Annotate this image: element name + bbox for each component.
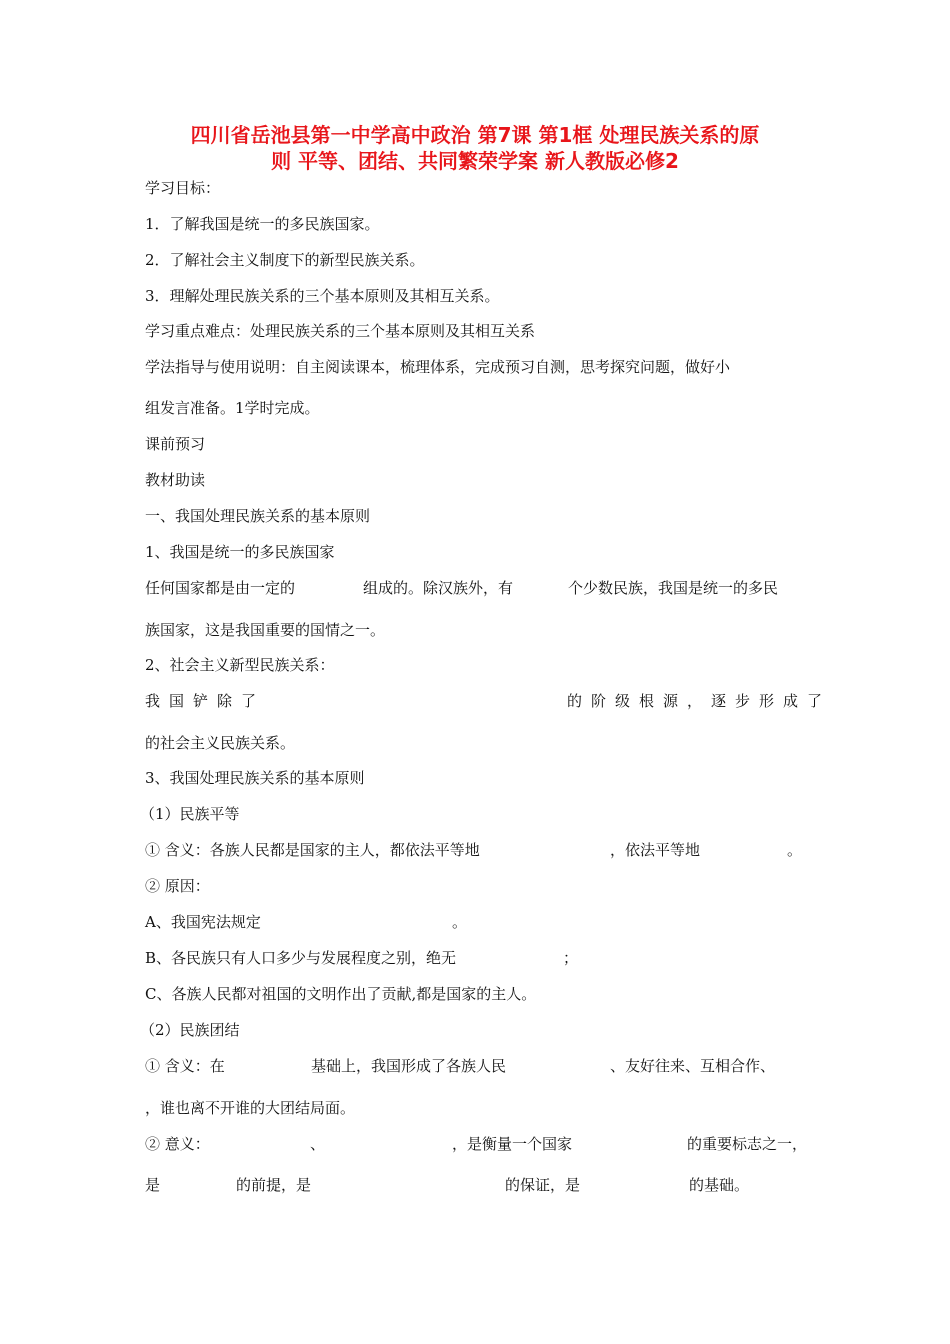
preview-heading: 课前预习 xyxy=(145,435,206,453)
reason-a-text: A、我国宪法规定 xyxy=(145,913,261,931)
textbook-reading-heading: 教材助读 xyxy=(145,471,206,489)
objective-item-1: 1．了解我国是统一的多民族国家。 xyxy=(145,215,380,233)
objective-item-2: 2．了解社会主义制度下的新型民族关系。 xyxy=(145,251,425,269)
principle-2-significance-g: 的保证，是 xyxy=(505,1176,581,1194)
study-guide-line-1: 学法指导与使用说明：自主阅读课本，梳理体系，完成预习自测，思考探究问题，做好小 xyxy=(145,358,731,376)
principle-2-significance-h: 的基础。 xyxy=(689,1176,750,1194)
principle-2-meaning-d: ，谁也离不开谁的大团结局面。 xyxy=(145,1099,356,1117)
principle-2-significance-f: 的前提，是 xyxy=(236,1176,312,1194)
principle-2-significance-d: 的重要标志之一， xyxy=(687,1135,808,1153)
principle-1-meaning-c: 。 xyxy=(787,841,803,859)
subsection-heading-3: 3、我国处理民族关系的基本原则 xyxy=(145,769,365,787)
para2-text-a: 我国铲除了 xyxy=(145,692,266,710)
study-guide-line-2: 组发言准备。1学时完成。 xyxy=(145,399,320,417)
reason-b-text: B、各民族只有人口多少与发展程度之别，绝无 xyxy=(145,949,457,967)
subsection-heading-2: 2、社会主义新型民族关系： xyxy=(145,656,335,674)
principle-2-significance-b: 、 xyxy=(310,1135,326,1153)
para1-text-c: 个少数民族，我国是统一的多民 xyxy=(568,579,779,597)
objectives-heading: 学习目标： xyxy=(145,179,221,197)
principle-2-meaning-b: 基础上，我国形成了各族人民 xyxy=(311,1057,507,1075)
reason-c-text: C、各族人民都对祖国的文明作出了贡献,都是国家的主人。 xyxy=(145,985,537,1003)
para1-text-b: 组成的。除汉族外，有 xyxy=(363,579,514,597)
reason-b-end: ； xyxy=(563,949,579,967)
objective-item-3: 3．理解处理民族关系的三个基本原则及其相互关系。 xyxy=(145,287,500,305)
principle-2-significance-e: 是 xyxy=(145,1176,161,1194)
principle-2-significance-a: ② 意义： xyxy=(145,1135,210,1153)
principle-2-significance-c: ，是衡量一个国家 xyxy=(452,1135,573,1153)
reason-a-end: 。 xyxy=(452,913,468,931)
para2-text-c: 的社会主义民族关系。 xyxy=(145,734,296,752)
subsection-heading-1: 1、我国是统一的多民族国家 xyxy=(145,543,335,561)
principle-1-reason-heading: ② 原因： xyxy=(145,877,210,895)
principle-1-meaning-b: ，依法平等地 xyxy=(610,841,701,859)
principle-1-meaning-a: ① 含义：各族人民都是国家的主人，都依法平等地 xyxy=(145,841,480,859)
document-title-line-1: 四川省岳池县第一中学高中政治 第7课 第1框 处理民族关系的原 xyxy=(190,123,760,147)
para1-text-a: 任何国家都是由一定的 xyxy=(145,579,296,597)
principle-1-heading: （1）民族平等 xyxy=(140,805,240,823)
key-points: 学习重点难点：处理民族关系的三个基本原则及其相互关系 xyxy=(145,322,536,340)
principle-2-meaning-a: ① 含义：在 xyxy=(145,1057,225,1075)
document-title-line-2: 则 平等、团结、共同繁荣学案 新人教版必修2 xyxy=(271,149,679,173)
section-heading-1: 一、我国处理民族关系的基本原则 xyxy=(145,507,371,525)
principle-2-meaning-c: 、友好往来、互相合作、 xyxy=(610,1057,776,1075)
para2-text-b: 的阶级根源，逐步形成了 xyxy=(567,692,832,710)
principle-2-heading: （2）民族团结 xyxy=(140,1021,240,1039)
para1-text-d: 族国家，这是我国重要的国情之一。 xyxy=(145,621,386,639)
